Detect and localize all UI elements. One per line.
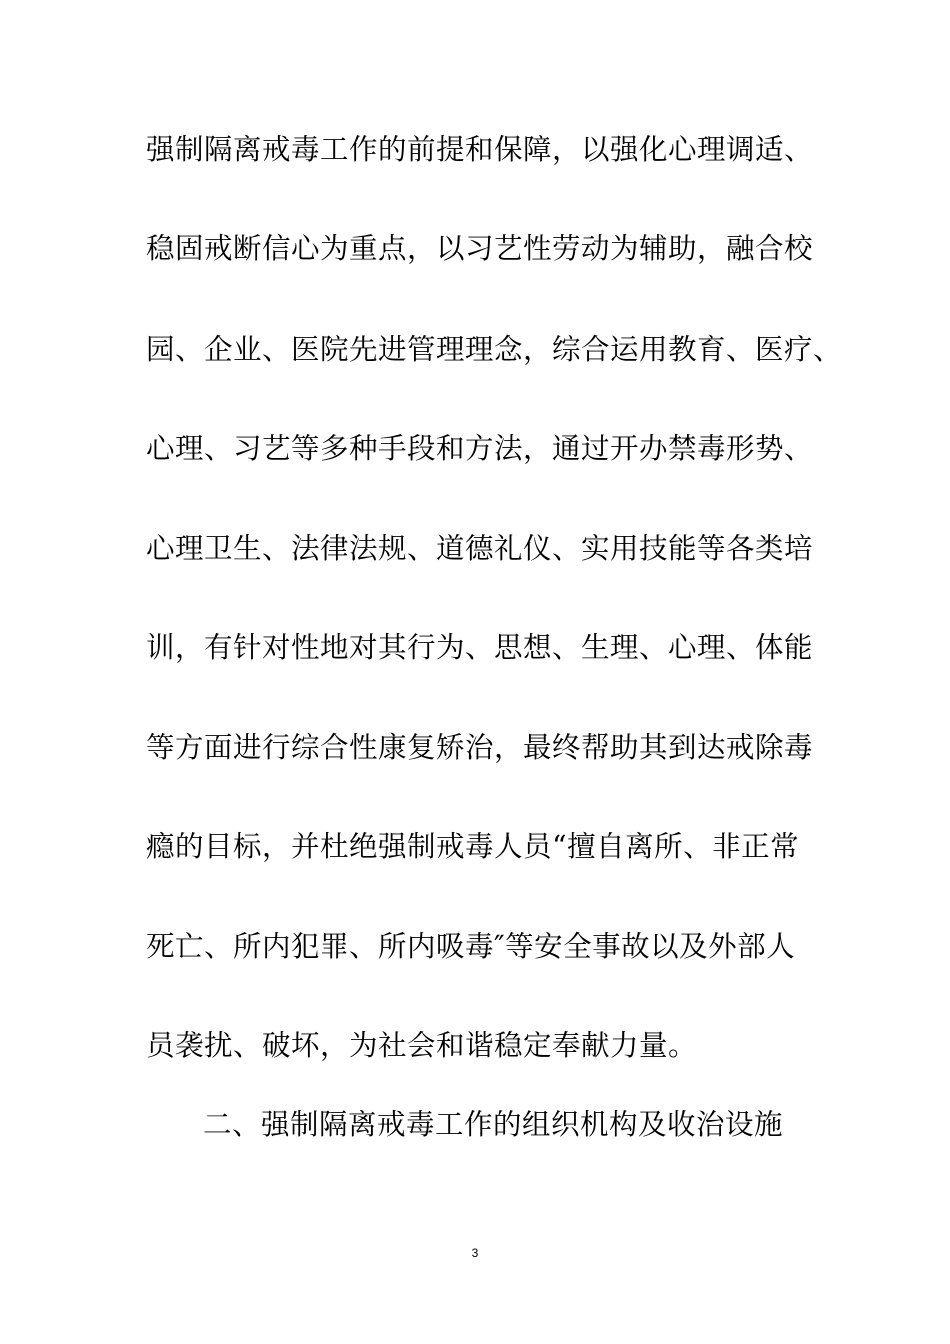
- paragraph-line: 员袭扰、破坏，为社会和谐稳定奉献力量。: [146, 1029, 698, 1062]
- paragraph-line: 强制隔离戒毒工作的前提和保障，以强化心理调适、: [146, 133, 814, 166]
- paragraph-line: 园、企业、医院先进管理理念，综合运用教育、医疗、: [146, 333, 843, 366]
- paragraph-line: 死亡、所内犯罪、所内吸毒″等安全事故以及外部人: [146, 930, 796, 963]
- paragraph-line: 训，有针对性地对其行为、思想、生理、心理、体能: [146, 631, 814, 664]
- paragraph-line: 心理、习艺等多种手段和方法，通过开办禁毒形势、: [146, 432, 814, 465]
- section-heading: 二、强制隔离戒毒工作的组织机构及收治设施: [203, 1108, 784, 1141]
- page-number: 3: [471, 1246, 479, 1260]
- paragraph-line: 心理卫生、法律法规、道德礼仪、实用技能等各类培: [146, 532, 814, 565]
- paragraph-line: 稳固戒断信心为重点，以习艺性劳动为辅助，融合校: [146, 232, 814, 265]
- paragraph-line: 瘾的目标，并杜绝强制戒毒人员“擅自离所、非正常: [146, 830, 800, 863]
- paragraph-line: 等方面进行综合性康复矫治，最终帮助其到达戒除毒: [146, 731, 814, 764]
